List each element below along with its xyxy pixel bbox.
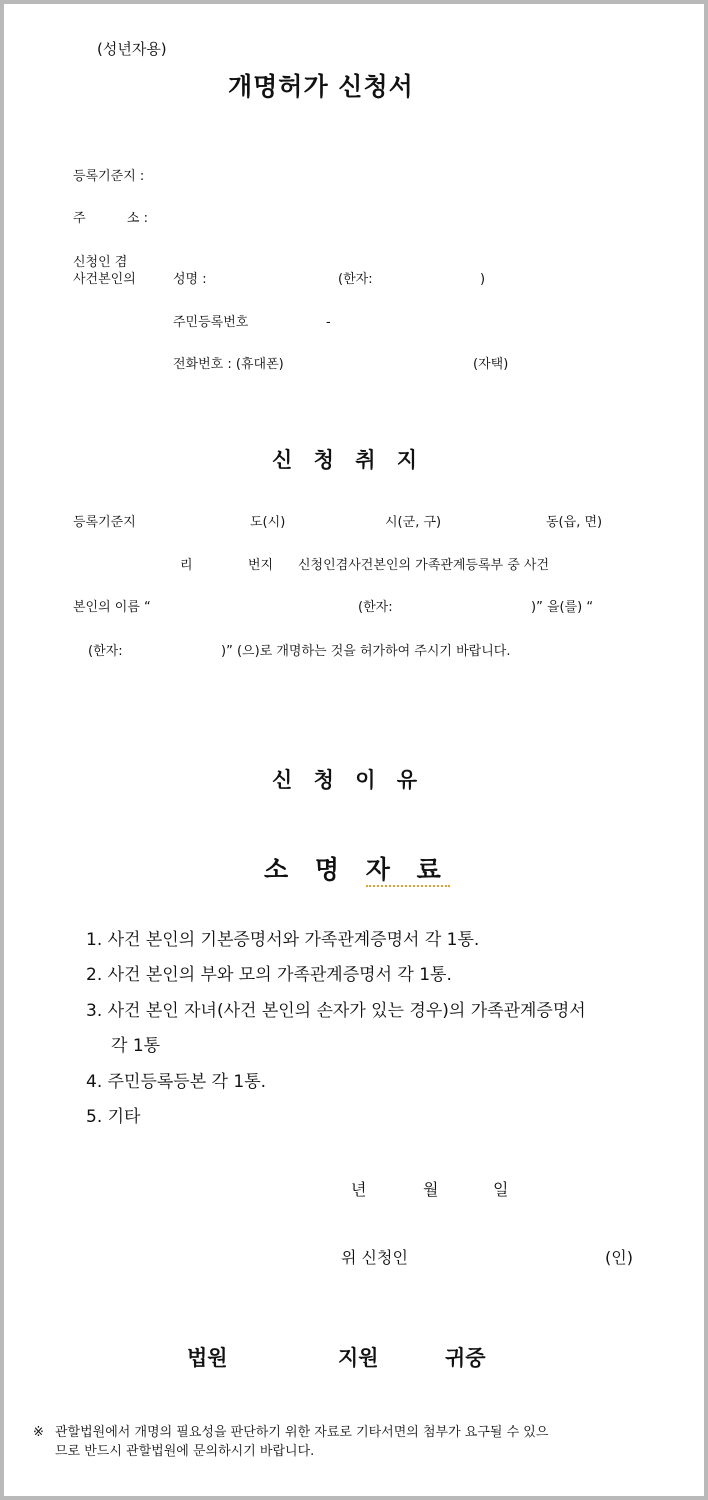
registry-label: 등록기준지 : [73, 169, 145, 184]
purpose-town: 동(읍, 면) [546, 515, 603, 530]
purpose-province: 도(시) [250, 515, 286, 530]
purpose-registry: 등록기준지 [73, 515, 136, 530]
applicant-label-line2: 사건본인의 [73, 272, 136, 287]
resident-number-label: 주민등록번호 [173, 315, 249, 330]
purpose-text-1: 신청인겸사건본인의 가족관계등록부 중 사건 [298, 558, 549, 573]
evidence-heading [264, 857, 450, 882]
court-honorific: 귀중 [445, 1346, 486, 1370]
evidence-item-4: 4. 주민등록등본 각 1통. [86, 1072, 267, 1092]
form-category: (성년자용) [97, 40, 167, 58]
evidence-item-3-cont: 각 1통 [111, 1036, 161, 1056]
evidence-heading-prefix: 소 명 [264, 855, 366, 884]
purpose-name-open: 본인의 이름 “ [73, 600, 151, 615]
footer-note-line2: 므로 반드시 관할법원에 문의하시기 바랍니다. [55, 1444, 315, 1459]
resident-number-dash: - [326, 315, 331, 330]
evidence-heading-underlined: 자 료 [366, 855, 450, 887]
footer-note-mark: ※ [33, 1425, 44, 1440]
purpose-heading: 신 청 취 지 [272, 448, 425, 472]
evidence-item-1: 1. 사건 본인의 기본증명서와 가족관계증명서 각 1통. [86, 930, 480, 950]
address-label: 주 소 : [73, 211, 148, 226]
date-month: 월 [423, 1180, 439, 1199]
court-branch: 지원 [338, 1346, 379, 1370]
evidence-item-3: 3. 사건 본인 자녀(사건 본인의 손자가 있는 경우)의 가족관계증명서 [86, 1001, 586, 1021]
purpose-lot: 번지 [248, 558, 274, 573]
purpose-name-close: )” 을(를) “ [531, 600, 594, 615]
footer-note-line1: 관할법원에서 개명의 필요성을 판단하기 위한 자료로 기타서면의 첨부가 요구될 수 있으 [55, 1425, 549, 1440]
purpose-new-hanja-label: (한자: [88, 644, 123, 659]
court-name: 법원 [187, 1346, 228, 1370]
purpose-text-2: )” (으)로 개명하는 것을 허가하여 주시기 바랍니다. [221, 644, 511, 659]
signature-seal: (인) [605, 1248, 633, 1267]
purpose-hanja-label: (한자: [358, 600, 393, 615]
name-hanja-label: (한자: [338, 272, 373, 287]
purpose-village: 리 [180, 558, 193, 573]
purpose-city: 시(군, 구) [385, 515, 442, 530]
form-title: 개명허가 신청서 [228, 72, 414, 101]
name-hanja-close: ) [480, 272, 486, 287]
signature-applicant: 위 신청인 [341, 1248, 408, 1267]
home-phone-label: (자택) [473, 357, 509, 372]
name-label: 성명 : [173, 272, 207, 287]
evidence-item-5: 5. 기타 [86, 1107, 141, 1127]
date-day: 일 [493, 1180, 509, 1199]
applicant-label-line1: 신청인 겸 [73, 255, 128, 270]
phone-label: 전화번호 : (휴대폰) [173, 357, 284, 372]
reason-heading: 신 청 이 유 [272, 768, 425, 792]
evidence-item-2: 2. 사건 본인의 부와 모의 가족관계증명서 각 1통. [86, 965, 452, 985]
date-year: 년 [351, 1180, 367, 1199]
